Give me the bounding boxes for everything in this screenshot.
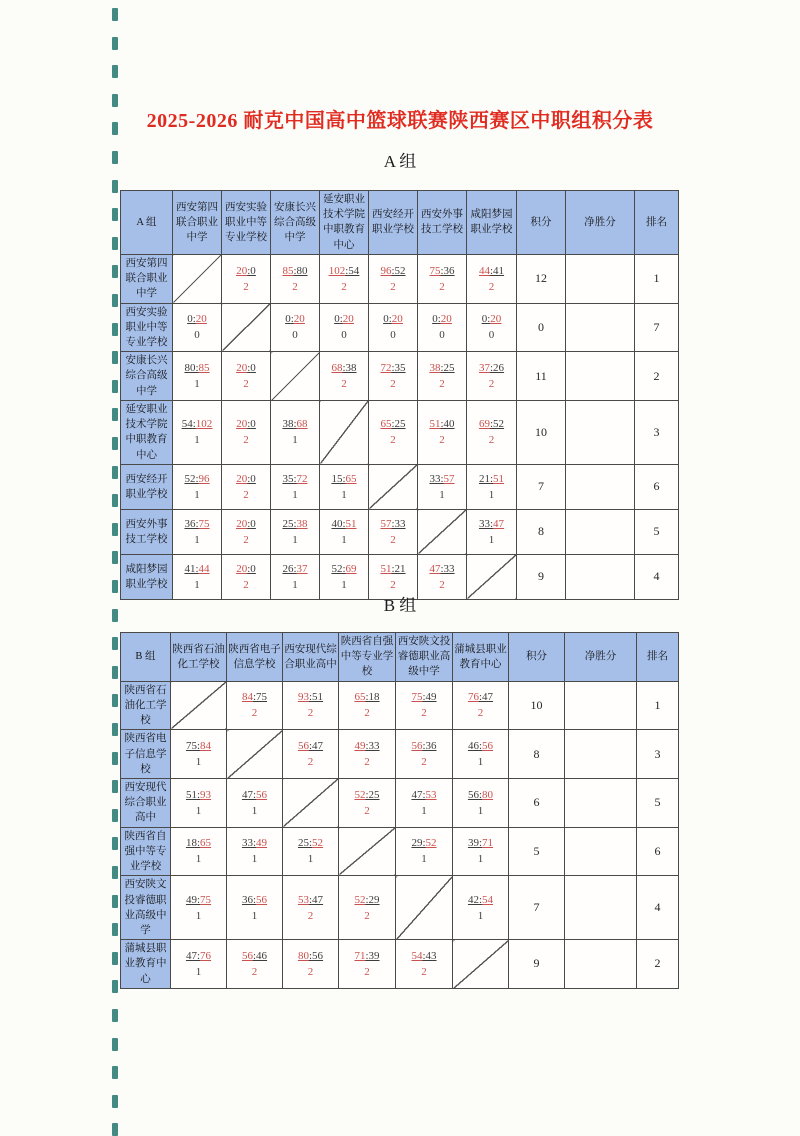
standings-row <box>121 681 679 730</box>
team-name-cell: 蒲城县职业教育中心 <box>121 940 171 989</box>
rank-cell: 4 <box>637 876 679 940</box>
match-score-cell: 33:47 1 <box>467 509 517 554</box>
self-match-diagonal-cell <box>227 730 283 779</box>
team-column-header: 陕西省石油化工学校 <box>171 633 227 682</box>
match-score-cell: 51:40 2 <box>418 400 467 464</box>
match-score-cell: 47:56 1 <box>227 778 283 827</box>
self-match-diagonal-cell <box>339 827 396 876</box>
point-diff-cell <box>566 464 635 509</box>
match-score-cell: 40:51 1 <box>320 509 369 554</box>
team-column-header: 延安职业技术学院中职教育中心 <box>320 191 369 255</box>
match-score-cell: 15:65 1 <box>320 464 369 509</box>
rank-cell: 5 <box>635 509 679 554</box>
match-score-cell: 75:36 2 <box>418 254 467 303</box>
match-score-cell: 49:75 1 <box>171 876 227 940</box>
point-diff-cell <box>565 876 637 940</box>
points-cell: 6 <box>509 778 565 827</box>
self-match-diagonal-cell <box>283 778 339 827</box>
page-title: 2025-2026 耐克中国高中篮球联赛陕西赛区中职组积分表 <box>146 110 654 132</box>
match-score-cell: 56:36 2 <box>396 730 453 779</box>
team-column-header: 西安实验职业中等专业学校 <box>222 191 271 255</box>
team-name-cell: 西安陕文投睿德职业高级中学 <box>121 876 171 940</box>
standings-row <box>121 464 679 509</box>
match-score-cell: 35:72 1 <box>271 464 320 509</box>
match-score-cell: 20:0 2 <box>222 254 271 303</box>
match-score-cell: 20:0 2 <box>222 352 271 401</box>
rank-cell: 7 <box>635 303 679 352</box>
rank-cell: 3 <box>637 730 679 779</box>
match-score-cell: 21:51 1 <box>467 464 517 509</box>
points-cell: 7 <box>509 876 565 940</box>
team-name-cell: 陕西省电子信息学校 <box>121 730 171 779</box>
match-score-cell: 52:29 2 <box>339 876 396 940</box>
rank-header: 排名 <box>635 191 679 255</box>
match-score-cell: 26:37 1 <box>271 554 320 599</box>
match-score-cell: 18:65 1 <box>171 827 227 876</box>
match-score-cell: 0:20 0 <box>320 303 369 352</box>
points-cell: 10 <box>517 400 566 464</box>
match-score-cell: 76:47 2 <box>453 681 509 730</box>
self-match-diagonal-cell <box>418 509 467 554</box>
team-column-header: 西安现代综合职业高中 <box>283 633 339 682</box>
match-score-cell: 84:75 2 <box>227 681 283 730</box>
standings-row <box>121 827 679 876</box>
group-b-header-row <box>121 633 679 682</box>
self-match-diagonal-cell <box>271 352 320 401</box>
match-score-cell: 56:46 2 <box>227 940 283 989</box>
match-score-cell: 42:54 1 <box>453 876 509 940</box>
points-header: 积分 <box>509 633 565 682</box>
match-score-cell: 0:20 0 <box>418 303 467 352</box>
point-diff-cell <box>566 303 635 352</box>
point-diff-cell <box>566 254 635 303</box>
match-score-cell: 49:33 2 <box>339 730 396 779</box>
team-name-cell: 陕西省石油化工学校 <box>121 681 171 730</box>
match-score-cell: 72:35 2 <box>369 352 418 401</box>
point-diff-header: 净胜分 <box>566 191 635 255</box>
team-name-cell: 西安经开职业学校 <box>121 464 173 509</box>
match-score-cell: 38:68 1 <box>271 400 320 464</box>
match-score-cell: 0:20 0 <box>369 303 418 352</box>
point-diff-cell <box>565 730 637 779</box>
match-score-cell: 80:85 1 <box>173 352 222 401</box>
match-score-cell: 54:102 1 <box>173 400 222 464</box>
match-score-cell: 75:49 2 <box>396 681 453 730</box>
team-column-header: 咸阳梦园职业学校 <box>467 191 517 255</box>
standings-row <box>121 509 679 554</box>
self-match-diagonal-cell <box>320 400 369 464</box>
points-cell: 10 <box>509 681 565 730</box>
points-cell: 11 <box>517 352 566 401</box>
match-score-cell: 52:25 2 <box>339 778 396 827</box>
self-match-diagonal-cell <box>453 940 509 989</box>
team-name-cell: 安康长兴综合高级中学 <box>121 352 173 401</box>
match-score-cell: 85:80 2 <box>271 254 320 303</box>
self-match-diagonal-cell <box>222 303 271 352</box>
match-score-cell: 93:51 2 <box>283 681 339 730</box>
match-score-cell: 37:26 2 <box>467 352 517 401</box>
match-score-cell: 69:52 2 <box>467 400 517 464</box>
match-score-cell: 38:25 2 <box>418 352 467 401</box>
match-score-cell: 53:47 2 <box>283 876 339 940</box>
rank-cell: 1 <box>635 254 679 303</box>
group-a-label: A 组 <box>383 152 417 171</box>
group-corner-cell: B 组 <box>121 633 171 682</box>
match-score-cell: 44:41 2 <box>467 254 517 303</box>
match-score-cell: 47:33 2 <box>418 554 467 599</box>
points-cell: 7 <box>517 464 566 509</box>
points-cell: 12 <box>517 254 566 303</box>
match-score-cell: 25:38 1 <box>271 509 320 554</box>
match-score-cell: 33:49 1 <box>227 827 283 876</box>
team-column-header: 西安陕文投睿德职业高级中学 <box>396 633 453 682</box>
group-a-body <box>121 254 679 599</box>
match-score-cell: 0:20 0 <box>467 303 517 352</box>
point-diff-cell <box>565 778 637 827</box>
match-score-cell: 52:96 1 <box>173 464 222 509</box>
match-score-cell: 25:52 1 <box>283 827 339 876</box>
match-score-cell: 75:84 1 <box>171 730 227 779</box>
rank-cell: 3 <box>635 400 679 464</box>
standings-row <box>121 254 679 303</box>
points-cell: 9 <box>517 554 566 599</box>
point-diff-cell <box>565 827 637 876</box>
match-score-cell: 0:20 0 <box>271 303 320 352</box>
match-score-cell: 0:20 0 <box>173 303 222 352</box>
match-score-cell: 36:75 1 <box>173 509 222 554</box>
match-score-cell: 56:80 1 <box>453 778 509 827</box>
team-column-header: 西安第四联合职业中学 <box>173 191 222 255</box>
match-score-cell: 102:54 2 <box>320 254 369 303</box>
rank-cell: 1 <box>637 681 679 730</box>
team-name-cell: 西安现代综合职业高中 <box>121 778 171 827</box>
team-name-cell: 延安职业技术学院中职教育中心 <box>121 400 173 464</box>
team-name-cell: 咸阳梦园职业学校 <box>121 554 173 599</box>
match-score-cell: 65:25 2 <box>369 400 418 464</box>
team-name-cell: 西安实验职业中等专业学校 <box>121 303 173 352</box>
team-column-header: 陕西省自强中等专业学校 <box>339 633 396 682</box>
point-diff-cell <box>566 352 635 401</box>
match-score-cell: 51:21 2 <box>369 554 418 599</box>
points-header: 积分 <box>517 191 566 255</box>
match-score-cell: 52:69 1 <box>320 554 369 599</box>
team-name-cell: 陕西省自强中等专业学校 <box>121 827 171 876</box>
match-score-cell: 51:93 1 <box>171 778 227 827</box>
rank-header: 排名 <box>637 633 679 682</box>
rank-cell: 6 <box>637 827 679 876</box>
team-column-header: 陕西省电子信息学校 <box>227 633 283 682</box>
point-diff-header: 净胜分 <box>565 633 637 682</box>
self-match-diagonal-cell <box>173 254 222 303</box>
match-score-cell: 36:56 1 <box>227 876 283 940</box>
group-b-label: B 组 <box>383 596 417 615</box>
point-diff-cell <box>565 940 637 989</box>
self-match-diagonal-cell <box>396 876 453 940</box>
match-score-cell: 71:39 2 <box>339 940 396 989</box>
match-score-cell: 46:56 1 <box>453 730 509 779</box>
group-a-standings-table <box>120 190 679 600</box>
match-score-cell: 20:0 2 <box>222 554 271 599</box>
match-score-cell: 80:56 2 <box>283 940 339 989</box>
match-score-cell: 65:18 2 <box>339 681 396 730</box>
group-b-body <box>121 681 679 988</box>
point-diff-cell <box>565 681 637 730</box>
match-score-cell: 20:0 2 <box>222 464 271 509</box>
rank-cell: 5 <box>637 778 679 827</box>
match-score-cell: 47:53 1 <box>396 778 453 827</box>
match-score-cell: 39:71 1 <box>453 827 509 876</box>
match-score-cell: 29:52 1 <box>396 827 453 876</box>
points-cell: 5 <box>509 827 565 876</box>
match-score-cell: 20:0 2 <box>222 400 271 464</box>
team-column-header: 蒲城县职业教育中心 <box>453 633 509 682</box>
points-cell: 9 <box>509 940 565 989</box>
match-score-cell: 96:52 2 <box>369 254 418 303</box>
standings-row <box>121 940 679 989</box>
self-match-diagonal-cell <box>369 464 418 509</box>
rank-cell: 2 <box>635 352 679 401</box>
points-cell: 8 <box>517 509 566 554</box>
match-score-cell: 20:0 2 <box>222 509 271 554</box>
point-diff-cell <box>566 509 635 554</box>
standings-row <box>121 730 679 779</box>
standings-row <box>121 876 679 940</box>
match-score-cell: 54:43 2 <box>396 940 453 989</box>
rank-cell: 2 <box>637 940 679 989</box>
points-cell: 0 <box>517 303 566 352</box>
match-score-cell: 33:57 1 <box>418 464 467 509</box>
standings-row <box>121 352 679 401</box>
rank-cell: 6 <box>635 464 679 509</box>
standings-row <box>121 778 679 827</box>
rank-cell: 4 <box>635 554 679 599</box>
team-column-header: 西安经开职业学校 <box>369 191 418 255</box>
team-name-cell: 西安外事技工学校 <box>121 509 173 554</box>
standings-row <box>121 400 679 464</box>
team-column-header: 西安外事技工学校 <box>418 191 467 255</box>
group-a-header-row <box>121 191 679 255</box>
match-score-cell: 56:47 2 <box>283 730 339 779</box>
group-b-standings-table <box>120 632 679 989</box>
match-score-cell: 68:38 2 <box>320 352 369 401</box>
group-corner-cell: A 组 <box>121 191 173 255</box>
self-match-diagonal-cell <box>171 681 227 730</box>
match-score-cell: 47:76 1 <box>171 940 227 989</box>
point-diff-cell <box>566 400 635 464</box>
points-cell: 8 <box>509 730 565 779</box>
standings-row <box>121 303 679 352</box>
team-name-cell: 西安第四联合职业中学 <box>121 254 173 303</box>
match-score-cell: 41:44 1 <box>173 554 222 599</box>
team-column-header: 安康长兴综合高级中学 <box>271 191 320 255</box>
match-score-cell: 57:33 2 <box>369 509 418 554</box>
